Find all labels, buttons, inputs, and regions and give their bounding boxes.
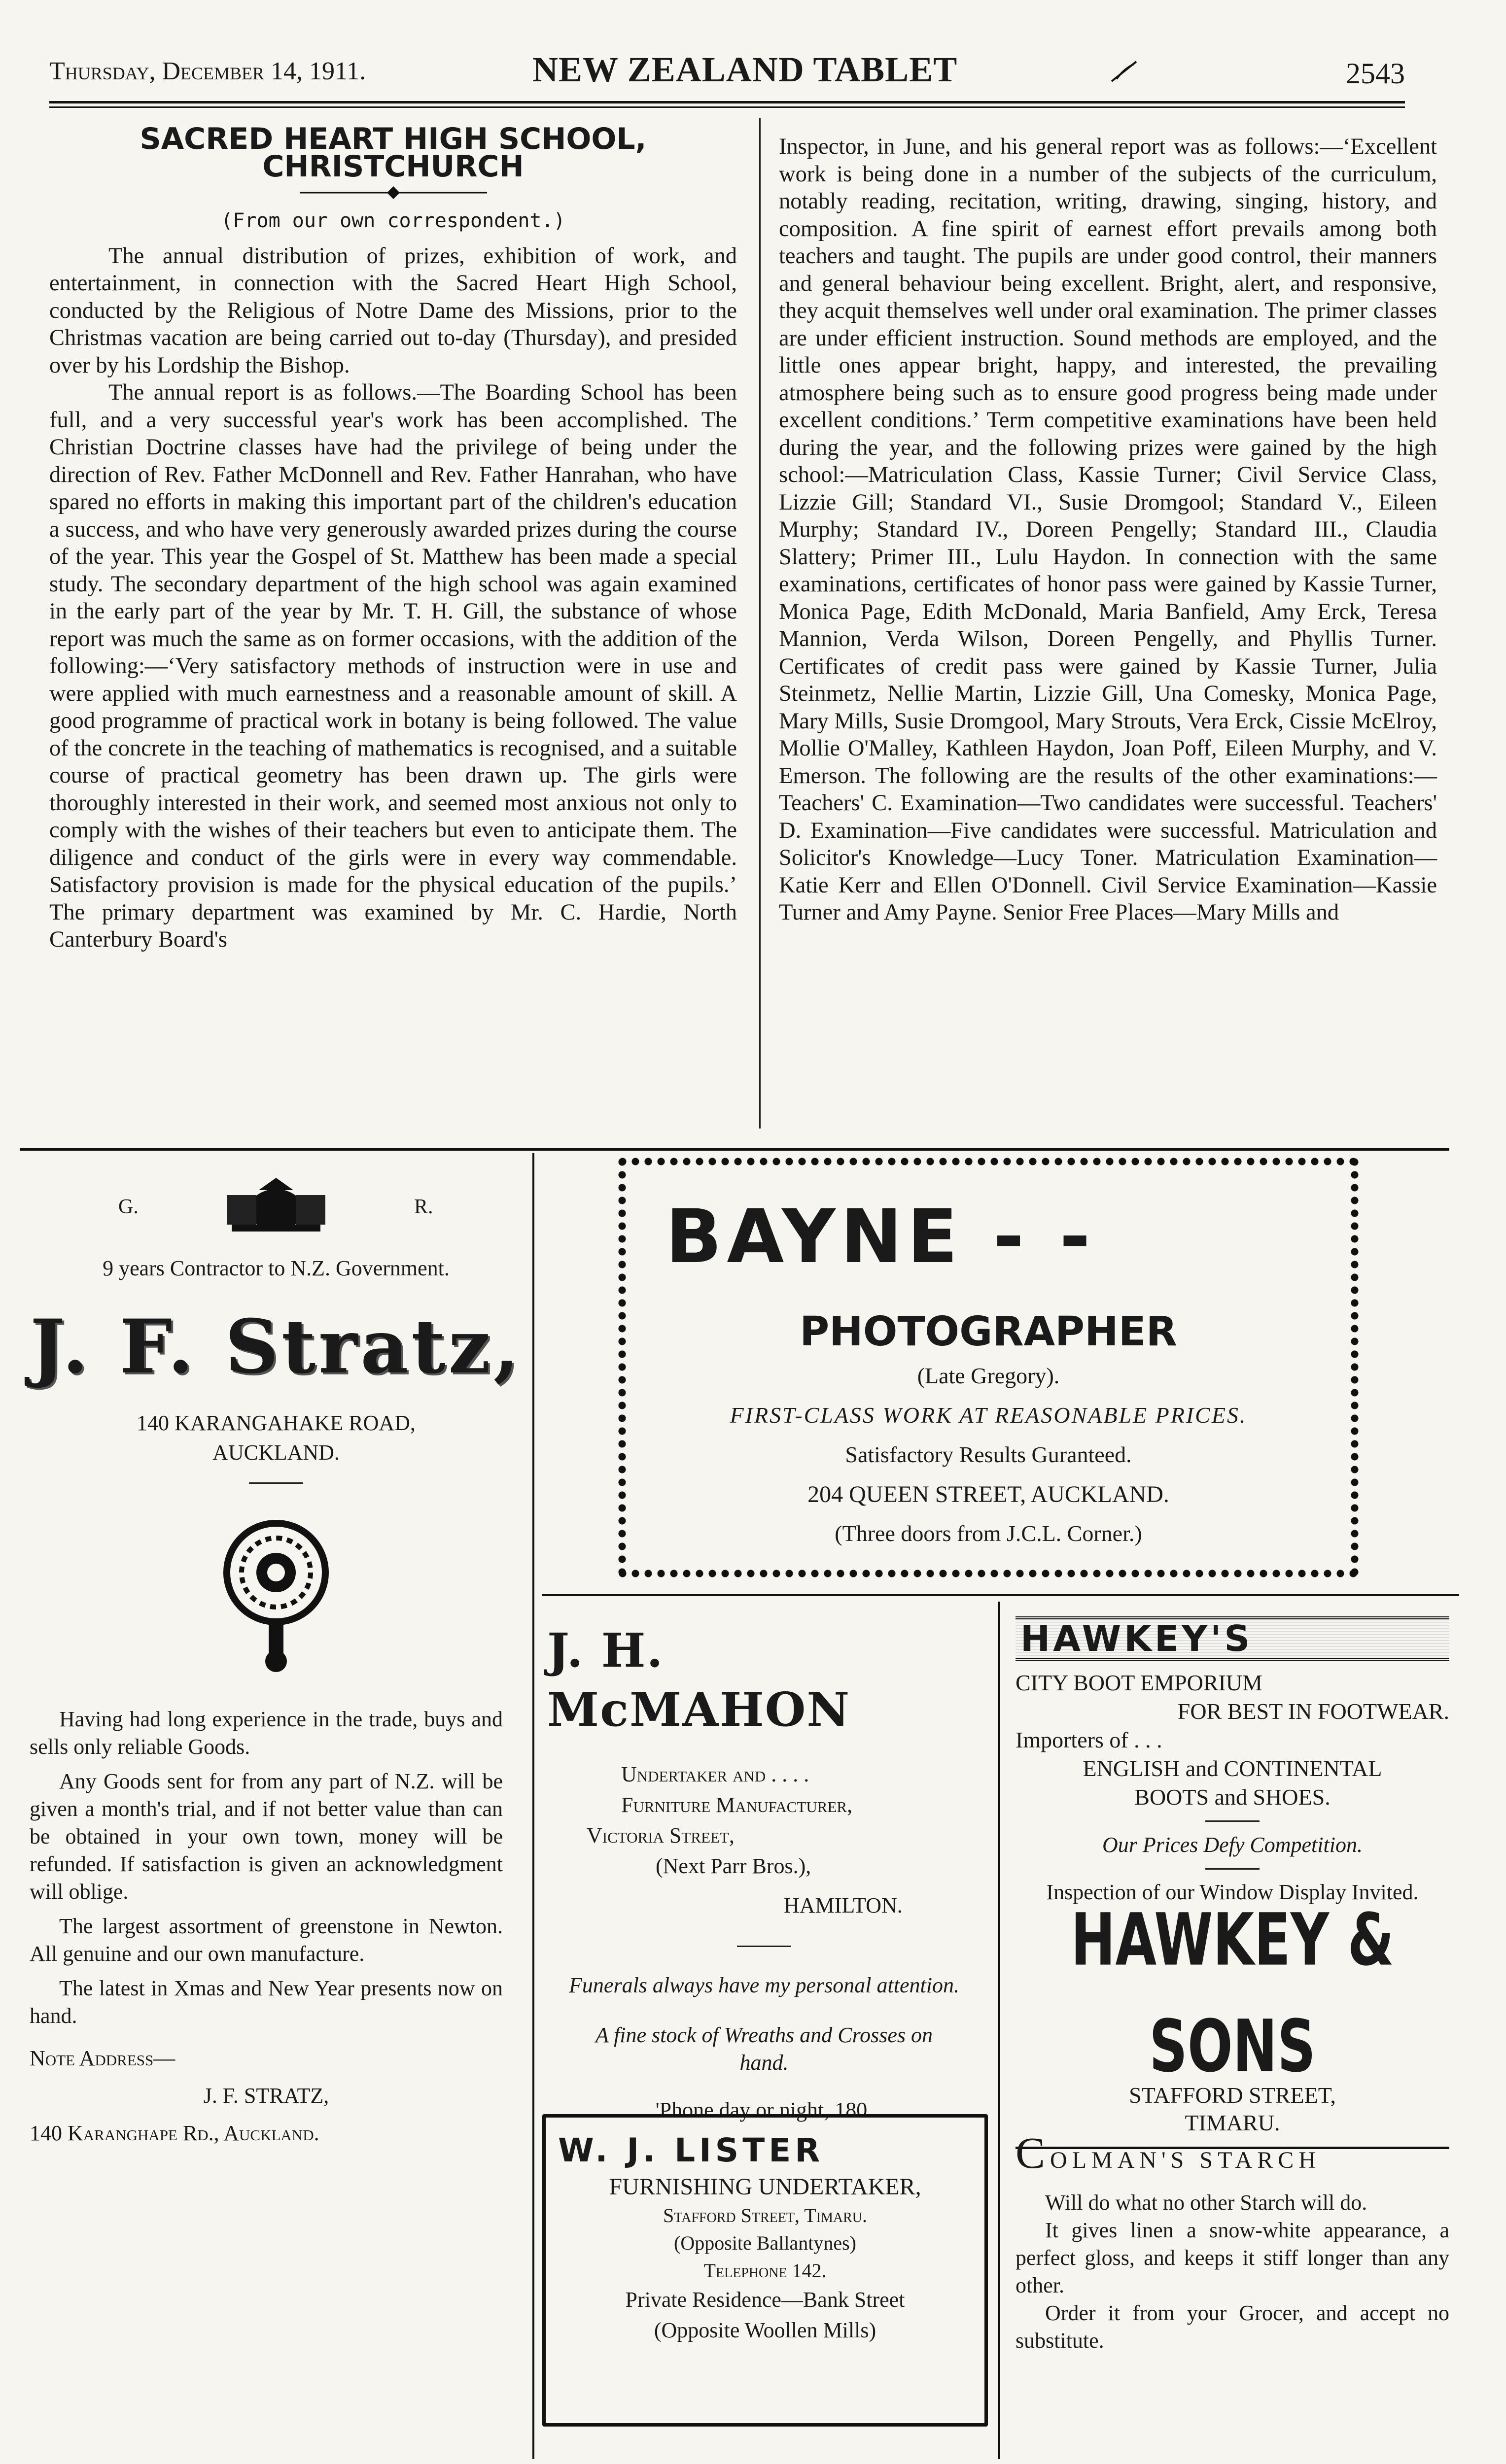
mcmahon-funerals: Funerals always have my personal attention.	[569, 1973, 959, 1997]
quill-mark-icon	[1109, 59, 1139, 84]
hawkey-line: Importers of . . .	[1016, 1727, 1162, 1752]
stratz-address-2: AUCKLAND.	[212, 1440, 340, 1465]
colman-paragraph: It gives linen a snow-white appearance, a perfect gloss, and keeps it stiff longer than any other.	[1016, 2218, 1449, 2297]
stratz-paragraph: The latest in Xmas and New Year presents now on hand.	[30, 1976, 503, 2028]
mcmahon-line: Victoria Street,	[587, 1823, 735, 1848]
short-rule	[737, 1946, 791, 1947]
newspaper-title: NEW ZEALAND TABLET	[532, 50, 958, 89]
bayne-late: (Late Gregory).	[917, 1363, 1060, 1388]
greenstone-brooch-icon	[217, 1513, 335, 1676]
hawkey-line: ENGLISH and CONTINENTAL	[1083, 1756, 1382, 1781]
royal-arms-row	[30, 1156, 523, 1254]
colman-advert	[1016, 2129, 1449, 2355]
mcmahon-line: (Next Parr Bros.),	[656, 1854, 811, 1878]
bayne-street: 204 QUEEN STREET, AUCKLAND.	[807, 1481, 1169, 1507]
lister-street: Stafford Street, Timaru.	[663, 2204, 867, 2226]
hawkey-town: TIMARU.	[1185, 2110, 1280, 2135]
lister-opposite: (Opposite Ballantynes)	[674, 2232, 856, 2254]
royal-g: G.	[118, 1196, 139, 1218]
article-paragraph: The annual distribution of prizes, exhibition of work, and entertainment, in connection with the Sacred Heart High School, conducted by the Religious of Notre Dame des Missions, prior to the Christmas vacation are being carried out to-day (Thursday), and presided over by his Lordship the Bishop.	[49, 243, 737, 378]
stratz-name: J. F. Stratz,	[30, 1303, 523, 1390]
hawkey-banner: HAWKEY'S	[1016, 1616, 1449, 1661]
bayne-results: Satisfactory Results Guranteed.	[845, 1442, 1132, 1467]
contractor-line: 9 years Contractor to N.Z. Government.	[103, 1256, 450, 1280]
colman-initial: C	[1016, 2129, 1051, 2178]
short-rule	[1205, 1868, 1260, 1870]
mcmahon-town: HAMILTON.	[784, 1893, 903, 1917]
mcmahon-phone: 'Phone day or night, 180.	[655, 2098, 873, 2122]
article-column-1	[49, 118, 737, 954]
colman-heading-rest: OLMAN'S STARCH	[1050, 2147, 1321, 2173]
article-byline: (From our own correspondent.)	[221, 209, 565, 232]
hawkey-line: BOOTS and SHOES.	[1134, 1784, 1331, 1810]
hawkey-big-name: HAWKEY & SONS	[1071, 1898, 1394, 2088]
masthead	[49, 47, 1405, 106]
bead-border-top	[616, 1156, 1361, 1167]
stratz-address-1: 140 KARANGAHAKE ROAD,	[137, 1411, 416, 1435]
article-column-2	[779, 133, 1437, 926]
stratz-signature-address: 140 Karanghape Rd., Auckland.	[30, 2121, 319, 2145]
colman-paragraph: Order it from your Grocer, and accept no substitute.	[1016, 2301, 1449, 2353]
bayne-advert	[616, 1156, 1361, 1579]
article-paragraph: Inspector, in June, and his general report was as follows:—‘Excellent work is being done in a number of the subjects of the curriculum, notably reading, recitation, writing, drawing, singing, history, and composition. A fine spirit of earnest effort prevails among both teachers and taught. The pupils are under good control, their manners and general behaviour being excellent. Bright, alert, and responsive, they acquit themselves well under oral examination. The primer classes are under efficient instruction. Sound methods are employed, and the little ones appear bright, happy, and interested, the prevailing atmosphere being such as to ensure good progress being made under excellent conditions.’ Term competitive examinations have been held during the year, and the following prizes were gained by the high school:—Matriculation Class, Kassie Turner; Civil Service Class, Lizzie Gill; Standard VI., Susie Dromgool; Standard V., Eileen Murphy; Standard IV., Doreen Pengelly; Standard III., Claudia Slattery; Primer III., Lulu Haydon. In connection with the same examinations, certificates of honor pass were gained by Kassie Turner, Monica Page, Edith McDonald, Maria Banfield, Amy Erck, Teresa Mannion, Verda Wilson, Doreen Pengelly, and Phyllis Turner. Certificates of credit pass were gained by Kassie Turner, Julia Steinmetz, Nellie Martin, Lizzie Gill, Una Comesky, Monica Page, Mary Mills, Susie Dromgool, Mary Strouts, Vera Erck, Cissie McElroy, Mollie O'Malley, Kathleen Haydon, Joan Poff, Eileen Murphy, and V. Emerson. The following are the results of the other examinations:—Teachers' C. Examination—Two candidates were successful. Teachers' D. Examination—Five candidates were successful. Matriculation and Solicitor's Knowledge—Lucy Toner. Matriculation Examination—Katie Kerr and Ellen O'Donnell. Civil Service Examination—Kassie Turner and Amy Payne. Senior Free Places—Mary Mills and	[779, 134, 1437, 925]
mcmahon-wreaths: A fine stock of Wreaths and Crosses on hand.	[595, 2023, 933, 2075]
lister-advert	[542, 2114, 988, 2427]
lister-residence: Private Residence—Bank Street	[625, 2288, 905, 2312]
ad-section-rule	[20, 1148, 1449, 1151]
hawkey-inspect: Inspection of our Window Display Invited.	[1046, 1880, 1419, 1904]
royal-crest-icon	[212, 1175, 340, 1234]
mcmahon-line: Furniture Manufacturer,	[621, 1793, 853, 1817]
issue-date: Thursday, December 14, 1911.	[49, 57, 366, 85]
short-rule	[1205, 1820, 1260, 1822]
bayne-name: BAYNE - -	[665, 1194, 1095, 1280]
hawkey-line: FOR BEST IN FOOTWEAR.	[1177, 1699, 1449, 1724]
ad-column-rule	[532, 1153, 534, 2459]
hawkey-street: STAFFORD STREET,	[1129, 2083, 1336, 2108]
lister-mills: (Opposite Woollen Mills)	[654, 2318, 876, 2342]
bead-border-bottom	[616, 1568, 1361, 1579]
lister-telephone: Telephone 142.	[703, 2259, 827, 2282]
header-rule-thin	[49, 106, 1405, 108]
bayne-trade: PHOTOGRAPHER	[800, 1308, 1177, 1355]
stratz-advert	[30, 1156, 523, 2457]
mcmahon-advert	[547, 1621, 981, 2124]
lister-name: W. J. LISTER	[558, 2131, 824, 2169]
mcmahon-name: J. H. McMAHON	[547, 1623, 851, 1737]
page-number: 2543	[1346, 57, 1405, 90]
hawkey-advert	[1016, 1616, 1449, 2149]
ad-inner-column-rule	[998, 1602, 1000, 2459]
title-ornament	[49, 185, 737, 200]
stratz-paragraph: Any Goods sent for from any part of N.Z. will be given a month's trial, and if not better value than can be obtained in your own town, money will be refunded. If satisfaction is given an acknowledgment will oblige.	[30, 1769, 503, 1904]
colman-heading	[1016, 2129, 1449, 2180]
mcmahon-line: Undertaker and . . . .	[621, 1762, 809, 1786]
stratz-paragraph: The largest assortment of greenstone in Newton. All genuine and our own manufacture.	[30, 1914, 503, 1966]
ad-row-rule	[542, 1594, 1459, 1596]
diamond-rule-icon	[300, 185, 487, 200]
colman-paragraph: Will do what no other Starch will do.	[1045, 2190, 1367, 2215]
bayne-doors: (Three doors from J.C.L. Corner.)	[835, 1521, 1142, 1546]
article-title: SACRED HEART HIGH SCHOOL, CHRISTCHURCH	[140, 122, 647, 184]
short-rule	[249, 1482, 303, 1484]
stratz-signature: J. F. STRATZ,	[203, 2084, 329, 2108]
lister-trade: FURNISHING UNDERTAKER,	[609, 2174, 921, 2200]
bayne-slogan: FIRST-CLASS WORK AT REASONABLE PRICES.	[730, 1403, 1247, 1428]
hawkey-line: CITY BOOT EMPORIUM	[1016, 1670, 1262, 1695]
stratz-body	[30, 1706, 523, 2147]
column-divider	[759, 118, 761, 1129]
royal-r: R.	[414, 1196, 433, 1218]
stratz-paragraph: Having had long experience in the trade, buys and sells only reliable Goods.	[30, 1707, 503, 1759]
note-address: Note Address—	[30, 2046, 175, 2070]
article-paragraph: The annual report is as follows.—The Boarding School has been full, and a very successful year's work has been accomplished. The Christian Doctrine classes have had the privilege of being under the direction of Rev. Father McDonnell and Rev. Father Hanrahan, who have spared no efforts in making this important part of the children's education a success, and who have very generously awarded prizes during the course of the year. This year the Gospel of St. Matthew has been made a special study. The secondary department of the high school was again examined in the early part of the year by Mr. T. H. Gill, the substance of whose report was much the same as on former occasions, with the addition of the following:—‘Very satisfactory methods of instruction were in use and were applied with much earnestness and a reasonable amount of skill. A good programme of practical work in botany is being followed. The value of the concrete in the teaching of mathematics is recognised, and a suitable course of practical geometry has been drawn up. The girls were thoroughly interested in their work, and seemed most anxious not only to comply with the wishes of their teachers but even to anticipate them. The diligence and conduct of the girls were in every way commendable. Satisfactory provision is made for the physical education of the pupils.’ The primary department was examined by Mr. C. Hardie, North Canterbury Board's	[49, 380, 737, 952]
header-rule	[49, 101, 1405, 103]
hawkey-prices: Our Prices Defy Competition.	[1102, 1833, 1363, 1857]
